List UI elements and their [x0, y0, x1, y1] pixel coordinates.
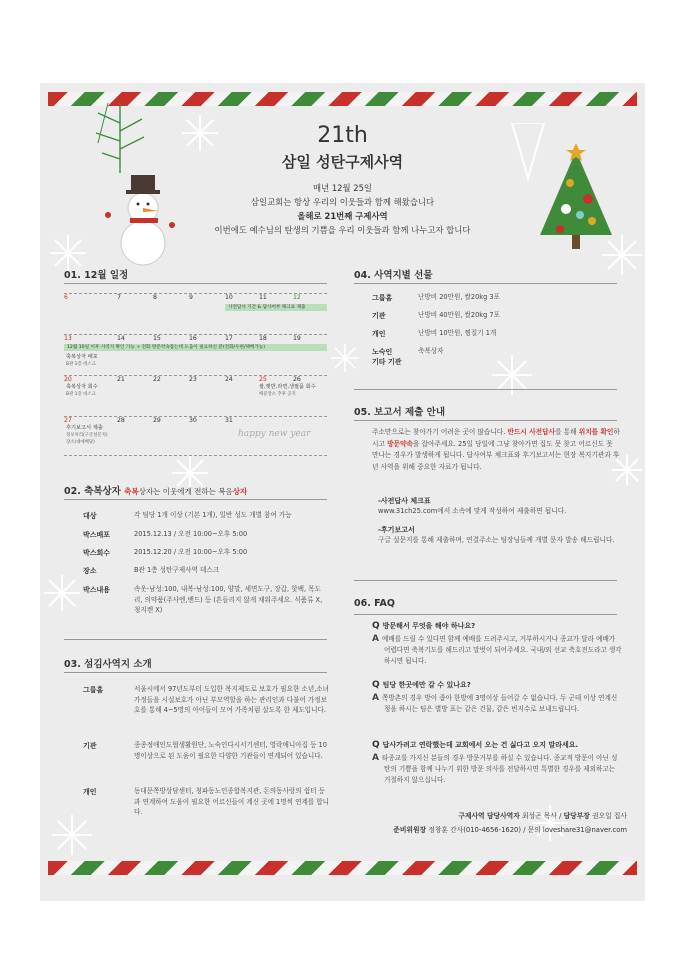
calendar-event: 후기보고서 제출: [66, 425, 103, 431]
calendar-day: 28: [117, 417, 125, 424]
calendar-row-divider: [64, 293, 327, 294]
snowflake-icon: [490, 353, 534, 397]
faq-answer: A 타종교를 가지신 분들의 경우 방문거부를 하실 수 있습니다. 종교적 방문이 아닌 성탄의 기쁨을 함께 나누기 위한 방문 의사를 전달하시면 특별한 경우를 제외하고는 거절하지 않으십니다.: [372, 753, 618, 784]
gift-label: 그룹홈: [372, 294, 393, 302]
calendar-event: 축복상자 회수: [66, 384, 98, 390]
blessing-label: 박스회수: [83, 549, 111, 557]
calendar-day: 24: [225, 376, 233, 383]
footer-contact: 준비위원장 정창훈 간사(010-4656-1620) / 문의 loveshare31@naver.com: [393, 826, 627, 834]
place-label: 개인: [83, 788, 97, 796]
calendar-event: 쌀,햇반,라면,생필품 회수: [259, 384, 316, 390]
calendar-day: 29: [153, 417, 161, 424]
section-title-service-places: 03. 섬김사역지 소개: [64, 659, 152, 670]
report-check-body: www.31ch25.com에서 소속에 맞게 작성하여 제출하면 됩니다.: [378, 507, 567, 515]
gift-value: 난방비 10만원, 찜질기 1개: [418, 329, 497, 337]
calendar-day: 15: [153, 335, 161, 342]
place-label: 기관: [83, 742, 97, 750]
intro-line-2: 삼일교회는 항상 우리의 이웃들과 함께 해왔습니다: [250, 197, 435, 207]
blessing-value: 각 팀당 1개 이상 (기본 1개), 일반 성도 개별 참여 가능: [134, 511, 292, 519]
place-value: 종종정애인도협생활원단, 노숙인다시서기센터, 영락애니아집 등 10명이상으로 된 도움이 필요한 다양한 기관들이 연계되어 있습니다.: [134, 741, 327, 760]
calendar-event-detail: 정보처리(구글설문지): [66, 433, 108, 438]
blessing-label: 대상: [83, 512, 97, 520]
section-divider: [64, 639, 327, 640]
calendar-day: 26: [293, 376, 301, 383]
snowflake-icon: [42, 573, 82, 613]
calendar-row-divider: [64, 455, 327, 456]
report-check-title: -사전답사 체크표: [378, 497, 431, 505]
calendar-day: 13: [64, 335, 72, 342]
calendar-day: 10: [225, 294, 233, 301]
calendar-day: 12: [293, 294, 301, 301]
calendar-day: 21: [117, 376, 125, 383]
gift-label: 노숙인 기타 기관: [372, 348, 402, 366]
calendar-day: 16: [189, 335, 197, 342]
calendar-day: 8: [153, 294, 157, 301]
calendar-day: 20: [64, 376, 72, 383]
gift-value: 난방비 20만원, 쌀20kg 3포: [418, 293, 500, 301]
calendar-event-bar: 12월 10일 이후 사역지 확인 가능 + 전화 방문약속잡는데 도움이 필요하신 분(전화/우편/택배가능): [64, 344, 327, 351]
section-divider: [64, 283, 327, 284]
calendar-day: 11: [259, 294, 267, 301]
faq-answer: A 예배를 드릴 수 있다면 함께 예배를 드려주시고, 거부하시거나 종교가 달라 예배가 어렵다면 축복기도를 해드리고 말벗이 되어주세요. 국내/외 선교 축호전도라고 생각하시면 됩니다.: [372, 634, 622, 665]
bottom-stripe-border: [48, 861, 637, 875]
gift-value: 축복상자: [418, 347, 444, 355]
intro-line-1: 매년 12월 25일: [313, 183, 372, 193]
place-value: 동대문쪽방상담센터, 청파동노인종합복지관, 돈의동사랑의 쉼터 등과 연계하여 도움이 필요한 어르신들이 계신 곳에 1명씩 연계를 합니다.: [134, 787, 330, 816]
page-title: 삼일 성탄구제사역: [281, 153, 404, 171]
place-label: 그룹홈: [83, 686, 104, 694]
calendar-event-detail: 배분장소 추후 공지: [259, 392, 296, 397]
blessing-value: 속옷-남성:100, 내복-남성:100, 양말, 세면도구, 장갑, 핫팩, 목도리, 의약품(주사엔,밴드) 등 (흔들리지 않게 채워주세요. 식품류 X, 청지켄 X): [134, 585, 323, 614]
intro-line-4: 이번에도 예수님의 탄생의 기쁨을 우리 이웃들과 함께 나누고자 합니다: [214, 225, 471, 235]
gift-label: 개인: [372, 330, 386, 338]
calendar-day: 9: [189, 294, 193, 301]
faq-question: Q 팀당 한곳에만 갈 수 있나요?: [372, 680, 471, 690]
section-title-schedule: 01. 12월 일정: [64, 270, 129, 281]
section-title-report: 05. 보고서 제출 안내: [354, 407, 445, 418]
event-number: 21th: [317, 123, 368, 148]
blessing-value: 2015.12.13 / 오전 10:00~오후 5:00: [134, 530, 248, 538]
section-divider: [354, 614, 617, 615]
poster-sheet: [40, 83, 645, 901]
calendar-event-detail: B관 1층 데스크: [66, 392, 96, 397]
calendar-day: 23: [189, 376, 197, 383]
blessing-label: 박스내용: [83, 586, 111, 594]
section-divider: [64, 672, 327, 673]
calendar-day: 7: [117, 294, 121, 301]
blessing-value: B관 1층 성탄구제사역 데스크: [134, 566, 220, 574]
snowflake-icon: [600, 233, 644, 277]
snowflake-icon: [530, 803, 570, 843]
calendar-day: 19: [293, 335, 301, 342]
blessing-label: 장소: [83, 567, 97, 575]
calendar-day: 22: [153, 376, 161, 383]
report-review-body: 구글 설문지를 통해 제출하며, 연결주소는 팀장님들께 개별 문자 발송 해드립니다.: [378, 536, 615, 544]
calendar-event-detail: B관 1층 데스크: [66, 362, 96, 367]
calendar-day: 18: [259, 335, 267, 342]
gift-label: 기관: [372, 312, 386, 320]
handwriting-text: happy new year: [238, 429, 311, 439]
section-divider: [354, 420, 617, 421]
calendar-day: 30: [189, 417, 197, 424]
section-title-gifts: 04. 사역지별 선물: [354, 270, 433, 281]
report-paragraph: 주소만으로는 찾아가기 어려운 곳이 많습니다. 반드시 사전답사를 통해 위치를 확인하시고 방문약속을 잡아주세요. 25일 당일에 그냥 찾아가면 집도 못 찾고 어르신도 못 만나는 경우가 발생하게 됩니다. 답사여부 체크표와 후기보고서는 현장 복지기관과 후년 사역을 위해 중요한 자료가 됩니다.: [372, 428, 620, 471]
calendar-day: 31: [225, 417, 233, 424]
calendar-day: 25: [259, 376, 267, 383]
calendar-day: 14: [117, 335, 125, 342]
section-title-faq: 06. FAQ: [354, 598, 395, 609]
place-value: 서울시에서 97년도부터 도입한 복지제도로 보호가 필요한 소년,소녀 가정들을 시설보호가 아닌 부모역할을 하는 관리인과 다불어 가정보호를 통해 4~5명의 아이들이 모여 가족처럼 살도록 한 제도입니다.: [134, 685, 330, 714]
faq-answer: A 쪽방촌의 경우 방이 좁아 한방에 3명이상 들어갈 수 없습니다. 두 군데 이상 연계신청을 하시는 팀은 별방 표는 같은 건물, 같은 번지수로 보내드립니다.: [372, 693, 618, 713]
faq-question: Q 방문해서 무엇을 해야 하나요?: [372, 621, 476, 631]
snowflake-icon: [50, 813, 94, 857]
calendar-day: 6: [64, 294, 68, 301]
calendar-event: 축복상자 배포: [66, 354, 98, 360]
section-divider: [64, 499, 327, 500]
section-title-blessing-box: 02. 축복상자 축복상자는 이웃에게 전하는 복음상자: [64, 486, 248, 497]
blessing-label: 박스배포: [83, 531, 111, 539]
intro-line-3: 올해로 21번째 구제사역: [297, 211, 388, 221]
report-review-title: -후기보고서: [378, 526, 415, 534]
faq-question: Q 답사가려고 연락했는데 교회에서 오는 건 싫다고 오지 말라세요.: [372, 740, 579, 750]
blessing-value: 2015.12.20 / 오전 10:00~오후 5:00: [134, 548, 248, 556]
calendar-day: 17: [225, 335, 233, 342]
section-divider: [354, 283, 617, 284]
calendar-event-detail: 장소(대예배당): [66, 440, 95, 445]
section-divider: [354, 389, 617, 390]
section-divider: [354, 580, 617, 581]
gift-value: 난방비 40만원, 쌀20kg 7포: [418, 311, 500, 319]
footer-staff: 구제사역 담당사역자 최성곤 목사 / 담당부장 권오일 집사: [458, 812, 627, 820]
snowflake-icon: [330, 343, 360, 373]
calendar-event-bar: 사전답사 기간 & 답사여부 체크표 제출: [225, 304, 327, 311]
calendar-day: 27: [64, 417, 72, 424]
